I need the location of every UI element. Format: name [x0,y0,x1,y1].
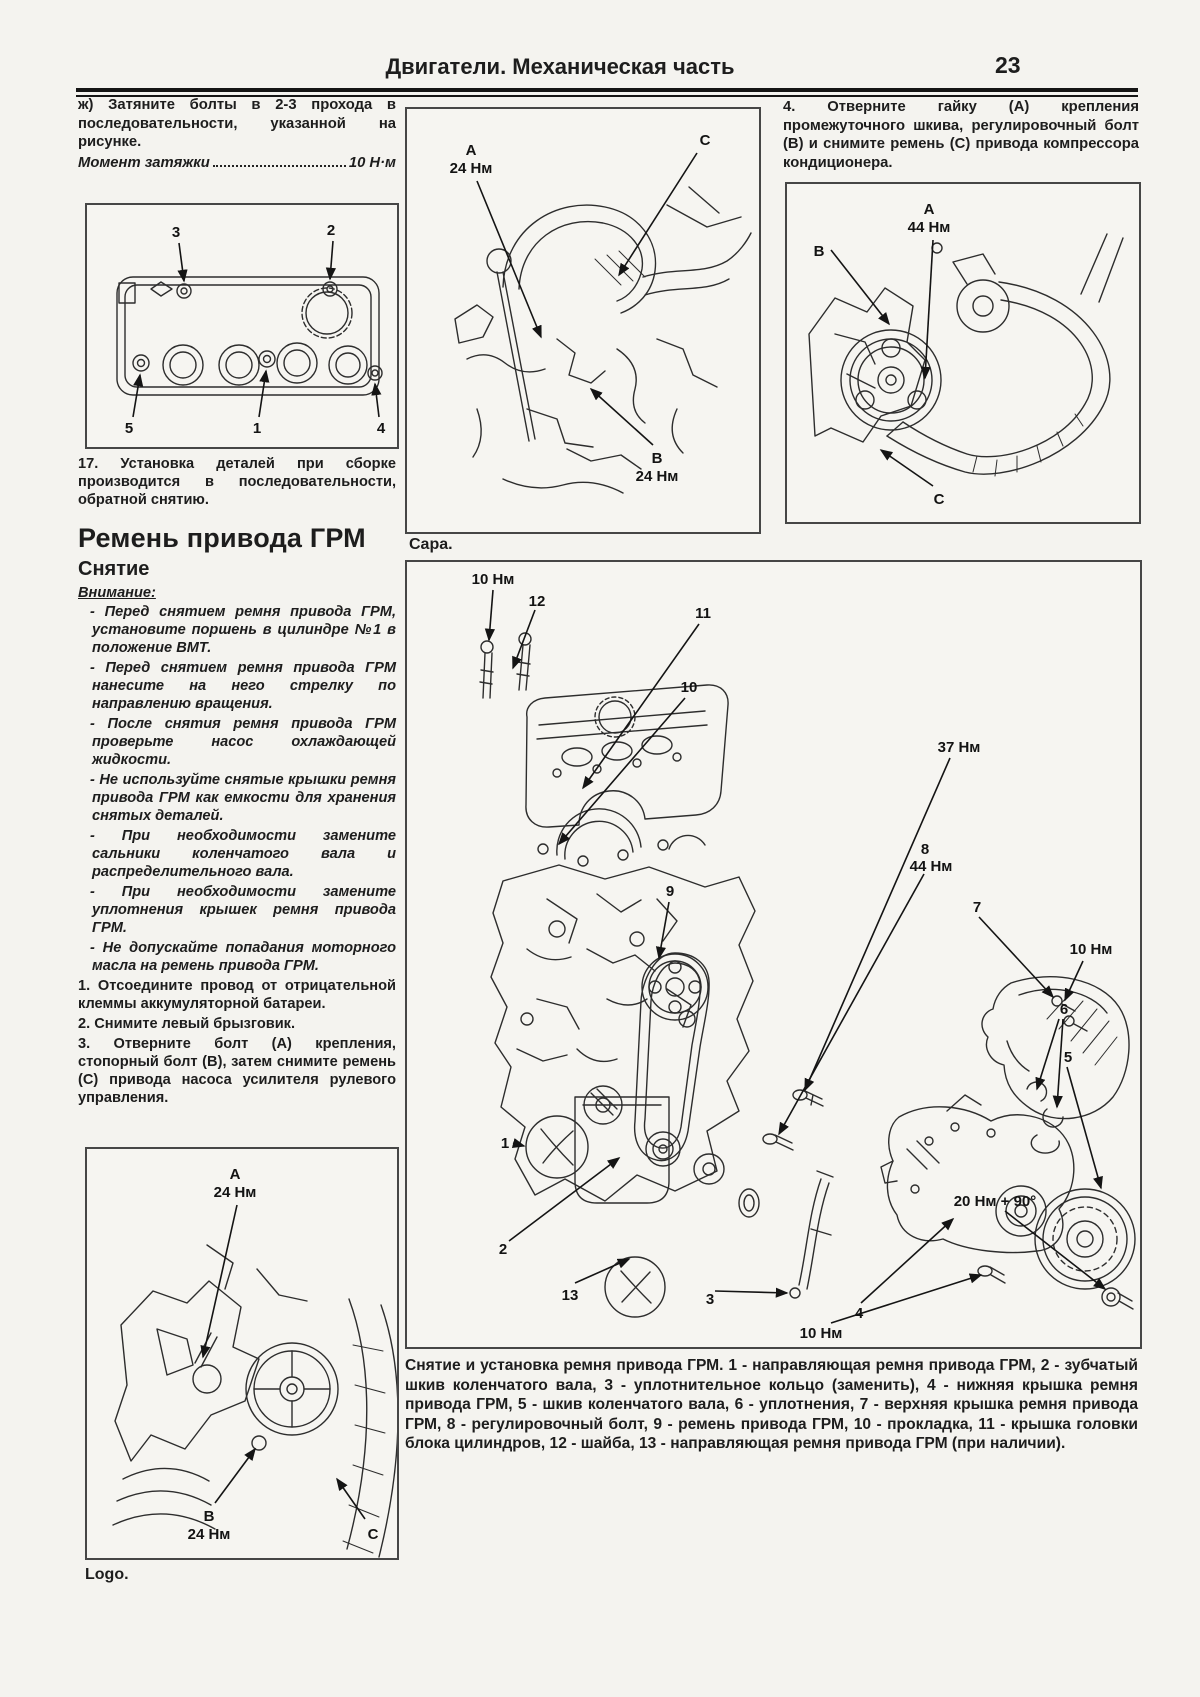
callout-label: 11 [695,605,711,622]
page-number: 23 [995,52,1021,78]
callout-label: 20 Нм + 90° [953,1193,1037,1210]
timing-belt-exploded-art [407,562,1140,1347]
callout-label: 10 [680,679,698,696]
attention-item: - Перед снятием ремня привода ГРМ нанесите на него стрелку по направлению вращения. [90,660,396,712]
left-column-intro [78,96,396,171]
callout-label: C [933,491,945,508]
engine-bay-art [407,109,759,532]
callout-label: 10 Нм [471,571,515,588]
callout-label: 5 [1063,1049,1073,1066]
callout-label: 7 [972,899,982,916]
page-title: Двигатели. Механическая часть [385,54,735,79]
callout-label: 2 [326,222,336,239]
callout-label: 44 Нм [907,219,951,236]
callout-label: 44 Нм [909,858,953,875]
left-column-body [78,455,396,1109]
callout-label: 24 Нм [187,1526,231,1543]
section-heading: Ремень привода ГРМ [78,523,366,553]
callout-label: 10 Нм [799,1325,843,1342]
callout-label: 37 Нм [937,739,981,756]
callout-label: 8 [920,841,930,858]
callout-label: 3 [171,224,181,241]
main-figure-caption: Снятие и установка ремня привода ГРМ. 1 - направляющая ремня привода ГРМ, 2 - зубчатый шкив коленчатого вала, 3 - уплотнительное кольцо (заменить), 4 - нижняя крышка ремня привода ГРМ, 5 - шкив коленчатого вала, 6 - уплотнения, 7 - верхняя крышка ремня привода ГРМ, 8 - регулировочный болт, 9 - ремень привода ГРМ, 10 - прокладка, 11 - крышка головки блока цилиндров, 12 - шайба, 13 - направляющая ремня привода ГРМ (при наличии). [405,1357,1138,1453]
attention-item: - При необходимости замените сальники коленчатого вала и распределительного вала. [90,828,396,880]
compressor-figure [785,182,1141,524]
timing-belt-exploded-figure [405,560,1142,1349]
attention-item: - После снятия ремня привода ГРМ проверьте насос охлаждающей жидкости. [90,716,396,768]
procedure-step: 3. Отверните болт (А) крепления, стопорный болт (В), затем снимите ремень (С) привода насоса усилителя рулевого управления. [78,1036,396,1106]
callout-label: 1 [252,420,262,437]
torque-spec-line [78,155,396,171]
callout-label: 12 [528,593,546,610]
attention-item: - Перед снятием ремня привода ГРМ, установите поршень в цилиндре №1 в положение ВМТ. [90,604,396,656]
steering-pump-art [87,1149,397,1558]
attention-label: Внимание: [78,585,156,601]
callout-label: 4 [854,1305,864,1322]
steering-pump-figure [85,1147,399,1560]
valve-cover-art [87,205,397,447]
callout-label: B [203,1508,215,1525]
subsection-heading: Снятие [78,558,150,580]
step-4-text: 4. Отверните гайку (А) крепления промежуточного шкива, регулировочный болт (В) и снимите ремень (С) привода компрессора кондиционера. [783,99,1139,171]
callout-label: B [813,243,825,260]
procedure-step: 1. Отсоедините провод от отрицательной клеммы аккумуляторной батареи. [78,978,396,1012]
torque-label: Момент затяжки [78,154,210,171]
callout-label: A [229,1166,241,1183]
engine-bay-figure [405,107,761,534]
callout-label: 3 [705,1291,715,1308]
callout-label: 6 [1059,1001,1069,1018]
callout-label: 5 [124,420,134,437]
callout-label: A [923,201,935,218]
callout-label: A [465,142,477,159]
right-column-text [783,98,1139,174]
callout-label: 2 [498,1241,508,1258]
callout-label: 24 Нм [213,1184,257,1201]
procedure-step: 2. Снимите левый брызговик. [78,1016,296,1032]
callout-label: 4 [376,420,386,437]
figure-caption-logo: Logo. [85,1566,129,1583]
callout-label: 10 Нм [1069,941,1113,958]
attention-item: - Не допускайте попадания моторного масла на ремень привода ГРМ. [90,940,396,974]
compressor-art [787,184,1139,522]
header-rule-thick [76,88,1138,92]
callout-label: B [651,450,663,467]
torque-value: 10 Н·м [348,154,396,171]
dotted-leader [213,164,346,167]
valve-cover-figure [85,203,399,449]
callout-label: 24 Нм [449,160,493,177]
callout-label: 1 [500,1135,510,1152]
attention-item: - При необходимости замените уплотнения крышек ремня привода ГРМ. [90,884,396,936]
attention-item: - Не используйте снятые крышки ремня привода ГРМ как емкости для хранения снятых деталей. [90,772,396,824]
figure-caption-capa: Capa. [409,536,453,553]
step-17-text: 17. Установка деталей при сборке производится в последовательности, обратной снятию. [78,456,396,508]
callout-label: 13 [561,1287,579,1304]
callout-label: C [367,1526,379,1543]
callout-label: C [699,132,711,149]
callout-label: 9 [665,883,675,900]
callout-label: 24 Нм [635,468,679,485]
step-zh-text: ж) Затяните болты в 2-3 прохода в последовательности, указанной на рисунке. [78,97,396,151]
